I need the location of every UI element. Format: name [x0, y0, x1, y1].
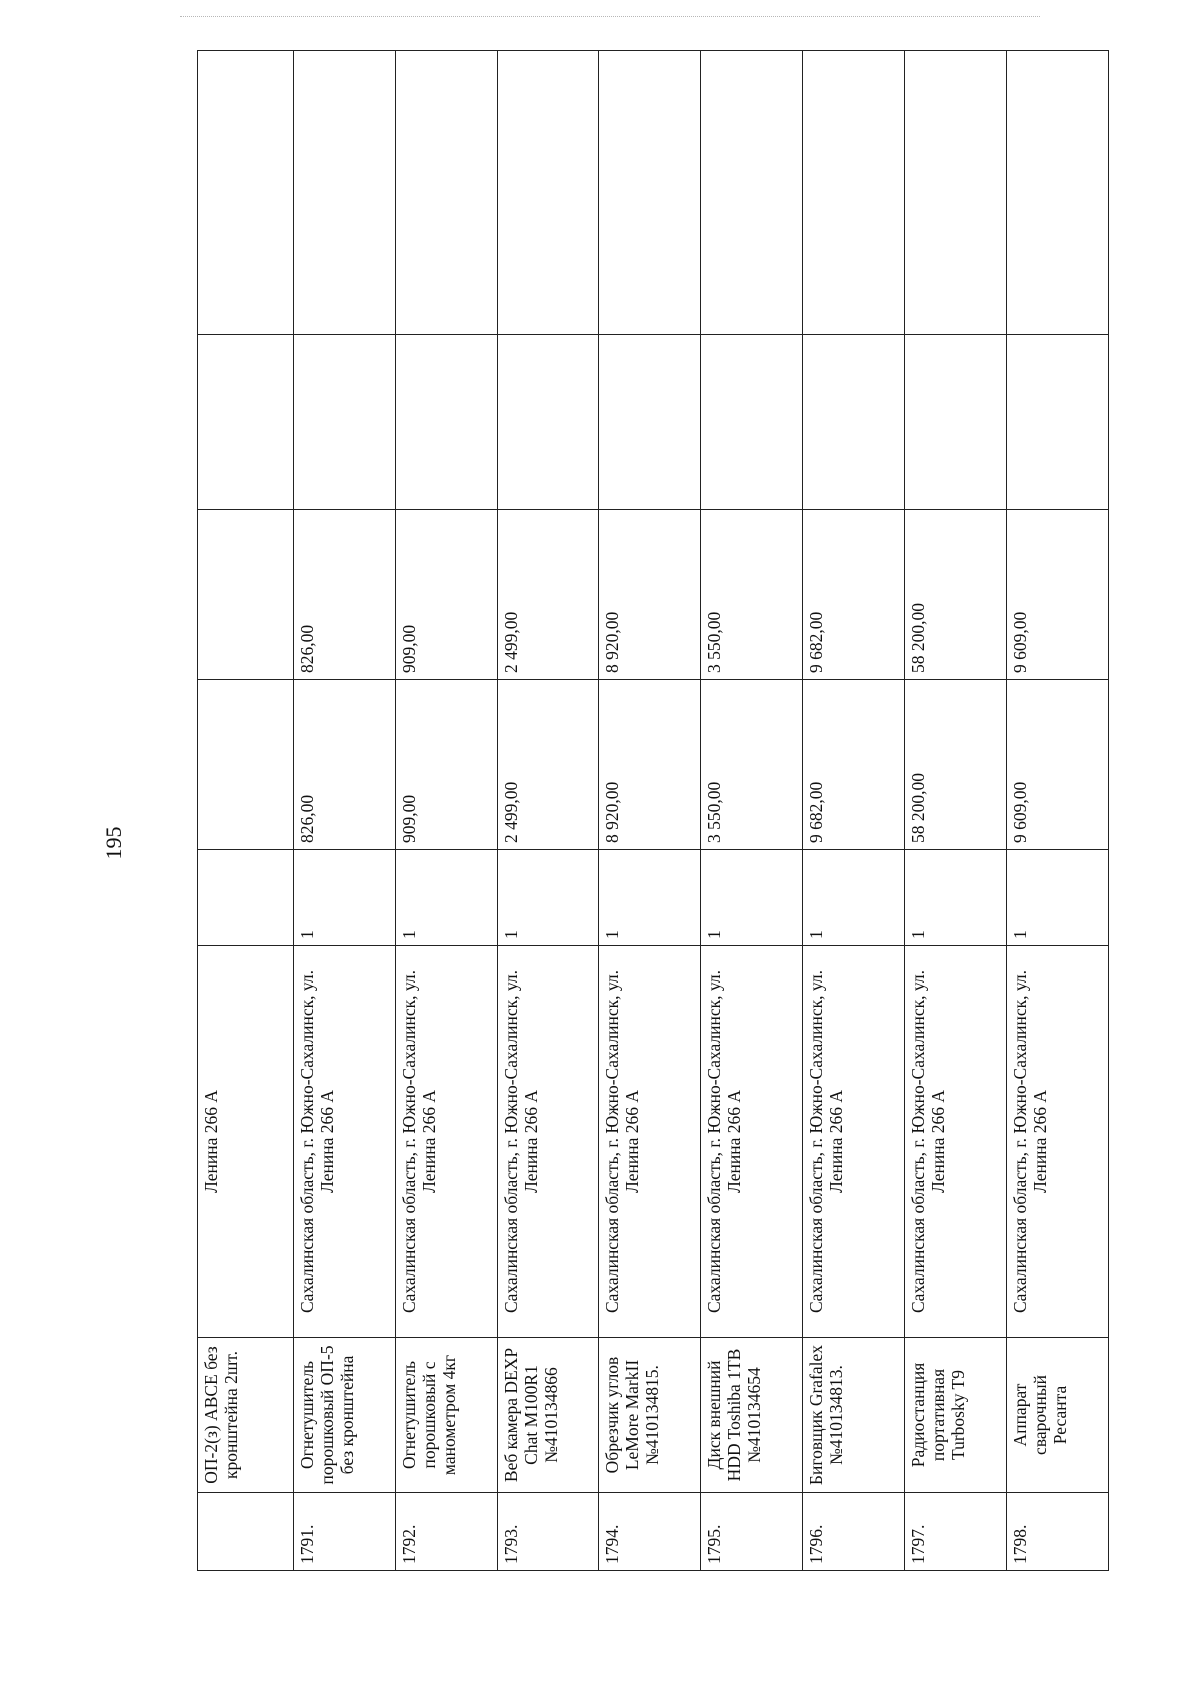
quantity-cell: 1 [905, 850, 1007, 946]
value-cell: 909,00 [395, 680, 497, 850]
address-cell: Сахалинская область, г. Южно-Сахалинск, ул. Ленина 266 А [701, 946, 803, 1338]
quantity-cell: 1 [1007, 850, 1109, 946]
table-row [803, 51, 905, 1571]
quantity-cell: 1 [497, 850, 599, 946]
empty-cell [198, 51, 294, 335]
value-cell: 2 499,00 [497, 680, 599, 850]
address-cell: Сахалинская область, г. Южно-Сахалинск, ул. Ленина 266 А [395, 946, 497, 1338]
rotated-table-wrapper [197, 51, 1109, 1571]
inventory-table [197, 50, 1109, 1571]
empty-cell [497, 51, 599, 335]
value-cell: 2 499,00 [497, 510, 599, 680]
item-name-cell: Аппарат сварочный Ресанта [1007, 1338, 1109, 1493]
value-cell: 9 682,00 [803, 510, 905, 680]
address-cell: Сахалинская область, г. Южно-Сахалинск, ул. Ленина 266 А [497, 946, 599, 1338]
empty-cell [395, 335, 497, 510]
value-cell: 909,00 [395, 510, 497, 680]
item-name-cell: Огнетушитель порошковый ОП-5 без кронштейна [293, 1338, 395, 1493]
value-cell: 58 200,00 [905, 510, 1007, 680]
table-row [701, 51, 803, 1571]
address-cell: Сахалинская область, г. Южно-Сахалинск, ул. Ленина 266 А [905, 946, 1007, 1338]
value-cell: 9 609,00 [1007, 680, 1109, 850]
value-cell [198, 510, 294, 680]
row-number-cell: 1794. [599, 1493, 701, 1571]
empty-cell [701, 335, 803, 510]
quantity-cell: 1 [395, 850, 497, 946]
empty-cell [803, 51, 905, 335]
address-cell: Сахалинская область, г. Южно-Сахалинск, ул. Ленина 266 А [599, 946, 701, 1338]
empty-cell [293, 335, 395, 510]
quantity-cell [198, 850, 294, 946]
item-name-cell: Биговщик Grafalex №410134813. [803, 1338, 905, 1493]
page-number: 195 [101, 826, 126, 860]
item-name-cell: Веб камера DEXP Chat M100R1 №410134866 [497, 1338, 599, 1493]
empty-cell [905, 335, 1007, 510]
quantity-cell: 1 [599, 850, 701, 946]
table-row [293, 51, 395, 1571]
row-number-cell: 1792. [395, 1493, 497, 1571]
row-number-cell: 1797. [905, 1493, 1007, 1571]
empty-cell [1007, 51, 1109, 335]
address-cell: Ленина 266 А [198, 946, 294, 1338]
item-name-cell: Диск внешний HDD Toshiba 1TB №410134654 [701, 1338, 803, 1493]
table-row [1007, 51, 1109, 1571]
value-cell: 3 550,00 [701, 680, 803, 850]
value-cell: 8 920,00 [599, 680, 701, 850]
value-cell: 9 609,00 [1007, 510, 1109, 680]
row-number-cell: 1793. [497, 1493, 599, 1571]
quantity-cell: 1 [701, 850, 803, 946]
table-row [395, 51, 497, 1571]
empty-cell [803, 335, 905, 510]
value-cell [198, 680, 294, 850]
value-cell: 826,00 [293, 510, 395, 680]
quantity-cell: 1 [293, 850, 395, 946]
address-cell: Сахалинская область, г. Южно-Сахалинск, ул. Ленина 266 А [293, 946, 395, 1338]
table-row [497, 51, 599, 1571]
empty-cell [599, 51, 701, 335]
row-number-cell: 1791. [293, 1493, 395, 1571]
row-number-cell: 1796. [803, 1493, 905, 1571]
item-name-cell: ОП-2(з) АВСЕ без кронштейна 2шт. [198, 1338, 294, 1493]
empty-cell [395, 51, 497, 335]
value-cell: 8 920,00 [599, 510, 701, 680]
row-number-cell: 1795. [701, 1493, 803, 1571]
value-cell: 58 200,00 [905, 680, 1007, 850]
item-name-cell: Огнетушитель порошковый с манометром 4кг [395, 1338, 497, 1493]
address-cell: Сахалинская область, г. Южно-Сахалинск, ул. Ленина 266 А [1007, 946, 1109, 1338]
empty-cell [905, 51, 1007, 335]
empty-cell [1007, 335, 1109, 510]
table-row [599, 51, 701, 1571]
empty-cell [497, 335, 599, 510]
value-cell: 3 550,00 [701, 510, 803, 680]
empty-cell [701, 51, 803, 335]
scan-artifact [180, 16, 1040, 21]
row-number-cell [198, 1493, 294, 1571]
value-cell: 9 682,00 [803, 680, 905, 850]
item-name-cell: Обрезчик углов LeMore MarkII №410134815. [599, 1338, 701, 1493]
empty-cell [198, 335, 294, 510]
address-cell: Сахалинская область, г. Южно-Сахалинск, ул. Ленина 266 А [803, 946, 905, 1338]
quantity-cell: 1 [803, 850, 905, 946]
value-cell: 826,00 [293, 680, 395, 850]
table-row-continuation [198, 51, 294, 1571]
item-name-cell: Радиостанция портативная Turbosky T9 [905, 1338, 1007, 1493]
empty-cell [293, 51, 395, 335]
table-row [905, 51, 1007, 1571]
empty-cell [599, 335, 701, 510]
row-number-cell: 1798. [1007, 1493, 1109, 1571]
